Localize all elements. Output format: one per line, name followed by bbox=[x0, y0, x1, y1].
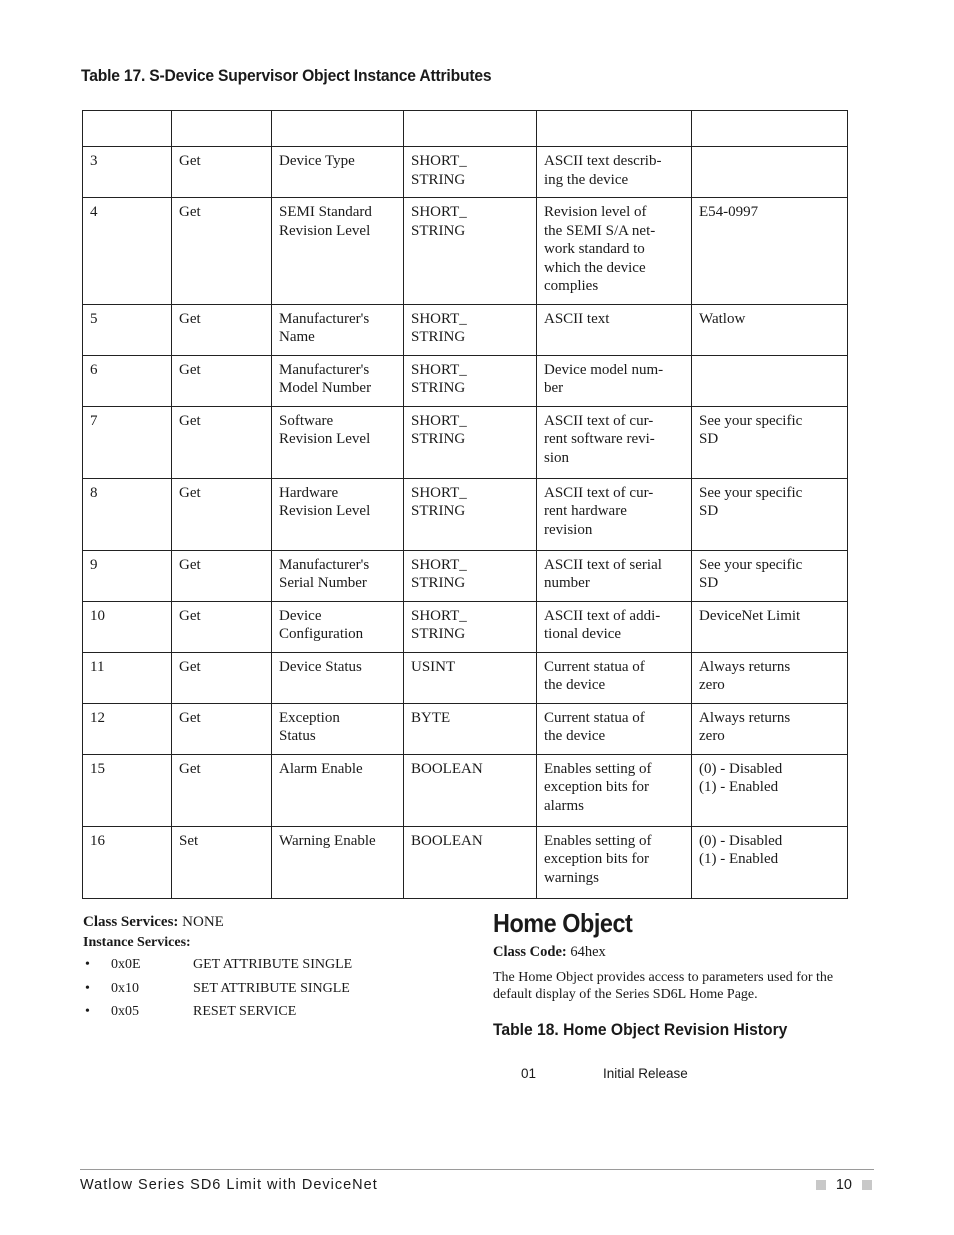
service-code: 0x0E bbox=[111, 957, 141, 972]
data-type-cell: SHORT_ STRING bbox=[404, 478, 537, 550]
header-cell bbox=[83, 111, 172, 147]
table-row bbox=[83, 147, 848, 198]
table-17-title: Table 17. S-Device Supervisor Object Instance Attributes bbox=[81, 66, 492, 85]
access-rule-cell: Get bbox=[172, 601, 272, 652]
attribute-id-cell: 4 bbox=[83, 198, 172, 305]
data-type-cell: SHORT_ STRING bbox=[404, 550, 537, 601]
table-row bbox=[83, 478, 848, 550]
footer-divider bbox=[80, 1169, 874, 1170]
semantics-cell: (0) - Disabled (1) - Enabled bbox=[692, 826, 848, 898]
revision-number: 01 bbox=[521, 1066, 537, 1081]
services-section bbox=[83, 914, 463, 1028]
attribute-id-cell: 9 bbox=[83, 550, 172, 601]
section-heading: Home Object bbox=[493, 908, 633, 938]
access-rule-cell: Set bbox=[172, 826, 272, 898]
description-cell: Current statua of the device bbox=[537, 652, 692, 703]
attribute-id-cell: 8 bbox=[83, 478, 172, 550]
semantics-cell bbox=[692, 147, 848, 198]
class-services-value: NONE bbox=[182, 914, 224, 930]
service-item bbox=[83, 957, 463, 981]
semantics-cell: Always returns zero bbox=[692, 703, 848, 754]
name-cell: SEMI Standard Revision Level bbox=[272, 198, 404, 305]
description-cell: Device model num- ber bbox=[537, 355, 692, 406]
access-rule-cell: Get bbox=[172, 703, 272, 754]
service-code: 0x05 bbox=[111, 1004, 139, 1019]
access-rule-cell: Get bbox=[172, 198, 272, 305]
attribute-id-cell: 11 bbox=[83, 652, 172, 703]
semantics-cell: See your specific SD bbox=[692, 550, 848, 601]
description-cell: Enables setting of exception bits for warnings bbox=[537, 826, 692, 898]
access-rule-cell: Get bbox=[172, 406, 272, 478]
name-cell: Manufacturer's Model Number bbox=[272, 355, 404, 406]
attribute-id-cell: 5 bbox=[83, 304, 172, 355]
bullet-icon: • bbox=[85, 957, 90, 972]
data-type-cell: SHORT_ STRING bbox=[404, 355, 537, 406]
data-type-cell: BYTE bbox=[404, 703, 537, 754]
description-cell: ASCII text of serial number bbox=[537, 550, 692, 601]
attribute-id-cell: 15 bbox=[83, 754, 172, 826]
semantics-cell: Always returns zero bbox=[692, 652, 848, 703]
name-cell: Alarm Enable bbox=[272, 754, 404, 826]
page-number: 10 bbox=[835, 1177, 852, 1193]
instance-services-label: Instance Services: bbox=[83, 935, 191, 950]
description-cell: ASCII text describ- ing the device bbox=[537, 147, 692, 198]
square-marker-icon bbox=[862, 1180, 872, 1190]
table-row bbox=[83, 601, 848, 652]
name-cell: Exception Status bbox=[272, 703, 404, 754]
name-cell: Device Status bbox=[272, 652, 404, 703]
attribute-id-cell: 3 bbox=[83, 147, 172, 198]
description-cell: Enables setting of exception bits for alarms bbox=[537, 754, 692, 826]
data-type-cell: USINT bbox=[404, 652, 537, 703]
header-cell bbox=[172, 111, 272, 147]
attribute-id-cell: 6 bbox=[83, 355, 172, 406]
data-type-cell: SHORT_ STRING bbox=[404, 198, 537, 305]
description-cell: ASCII text of addi- tional device bbox=[537, 601, 692, 652]
services-list bbox=[83, 957, 463, 1028]
semantics-cell: E54-0997 bbox=[692, 198, 848, 305]
service-item bbox=[83, 981, 463, 1005]
table-header-row bbox=[83, 111, 848, 147]
table-row bbox=[83, 754, 848, 826]
description-cell: Current statua of the device bbox=[537, 703, 692, 754]
name-cell: Device Type bbox=[272, 147, 404, 198]
table-row bbox=[83, 198, 848, 305]
header-cell bbox=[272, 111, 404, 147]
access-rule-cell: Get bbox=[172, 355, 272, 406]
data-type-cell: SHORT_ STRING bbox=[404, 304, 537, 355]
class-code bbox=[493, 944, 863, 961]
data-type-cell: SHORT_ STRING bbox=[404, 406, 537, 478]
instance-services bbox=[83, 935, 463, 951]
square-marker-icon bbox=[816, 1180, 826, 1190]
table-row bbox=[83, 355, 848, 406]
service-item bbox=[83, 1004, 463, 1028]
header-cell bbox=[692, 111, 848, 147]
table-row bbox=[83, 703, 848, 754]
name-cell: Software Revision Level bbox=[272, 406, 404, 478]
description-cell: ASCII text of cur- rent hardware revision bbox=[537, 478, 692, 550]
data-type-cell: SHORT_ STRING bbox=[404, 147, 537, 198]
table-row bbox=[83, 406, 848, 478]
page-number-block bbox=[816, 1177, 872, 1193]
header-cell bbox=[537, 111, 692, 147]
semantics-cell bbox=[692, 355, 848, 406]
service-name: GET ATTRIBUTE SINGLE bbox=[193, 957, 353, 972]
attribute-id-cell: 16 bbox=[83, 826, 172, 898]
description-cell: ASCII text of cur- rent software revi- sion bbox=[537, 406, 692, 478]
revision-history-table bbox=[493, 1066, 863, 1084]
table-row bbox=[83, 652, 848, 703]
table-row bbox=[83, 304, 848, 355]
access-rule-cell: Get bbox=[172, 754, 272, 826]
data-type-cell: BOOLEAN bbox=[404, 826, 537, 898]
home-object-description: The Home Object provides access to parameters used for the default display of the Series SD6L Home Page. bbox=[493, 970, 834, 1002]
class-code-value: 64hex bbox=[570, 944, 606, 960]
semantics-cell: See your specific SD bbox=[692, 478, 848, 550]
attribute-id-cell: 12 bbox=[83, 703, 172, 754]
class-services-label: Class Services: bbox=[83, 914, 179, 930]
attributes-table-body bbox=[83, 111, 848, 899]
access-rule-cell: Get bbox=[172, 478, 272, 550]
name-cell: Manufacturer's Serial Number bbox=[272, 550, 404, 601]
table-row bbox=[83, 826, 848, 898]
semantics-cell: See your specific SD bbox=[692, 406, 848, 478]
service-name: SET ATTRIBUTE SINGLE bbox=[193, 980, 350, 996]
bullet-icon: • bbox=[85, 1004, 90, 1019]
service-code: 0x10 bbox=[111, 980, 139, 996]
data-type-cell: SHORT_ STRING bbox=[404, 601, 537, 652]
table-row bbox=[83, 550, 848, 601]
access-rule-cell: Get bbox=[172, 304, 272, 355]
home-object-section bbox=[493, 908, 863, 1084]
name-cell: Manufacturer's Name bbox=[272, 304, 404, 355]
semantics-cell: (0) - Disabled (1) - Enabled bbox=[692, 754, 848, 826]
description-cell: Revision level of the SEMI S/A net- work standard to which the device complies bbox=[537, 198, 692, 305]
semantics-cell: DeviceNet Limit bbox=[692, 601, 848, 652]
table-18-title: Table 18. Home Object Revision History bbox=[493, 1020, 788, 1039]
class-services bbox=[83, 914, 463, 931]
name-cell: Hardware Revision Level bbox=[272, 478, 404, 550]
name-cell: Warning Enable bbox=[272, 826, 404, 898]
access-rule-cell: Get bbox=[172, 550, 272, 601]
service-name: RESET SERVICE bbox=[193, 1004, 297, 1019]
attributes-table bbox=[82, 110, 848, 899]
revision-row bbox=[493, 1066, 863, 1084]
bullet-icon: • bbox=[85, 980, 90, 996]
access-rule-cell: Get bbox=[172, 652, 272, 703]
name-cell: Device Configuration bbox=[272, 601, 404, 652]
semantics-cell: Watlow bbox=[692, 304, 848, 355]
description-cell: ASCII text bbox=[537, 304, 692, 355]
attribute-id-cell: 10 bbox=[83, 601, 172, 652]
footer-title: Watlow Series SD6 Limit with DeviceNet bbox=[80, 1177, 378, 1193]
attribute-id-cell: 7 bbox=[83, 406, 172, 478]
revision-note: Initial Release bbox=[603, 1066, 688, 1081]
data-type-cell: BOOLEAN bbox=[404, 754, 537, 826]
access-rule-cell: Get bbox=[172, 147, 272, 198]
class-code-label: Class Code: bbox=[493, 944, 567, 960]
header-cell bbox=[404, 111, 537, 147]
